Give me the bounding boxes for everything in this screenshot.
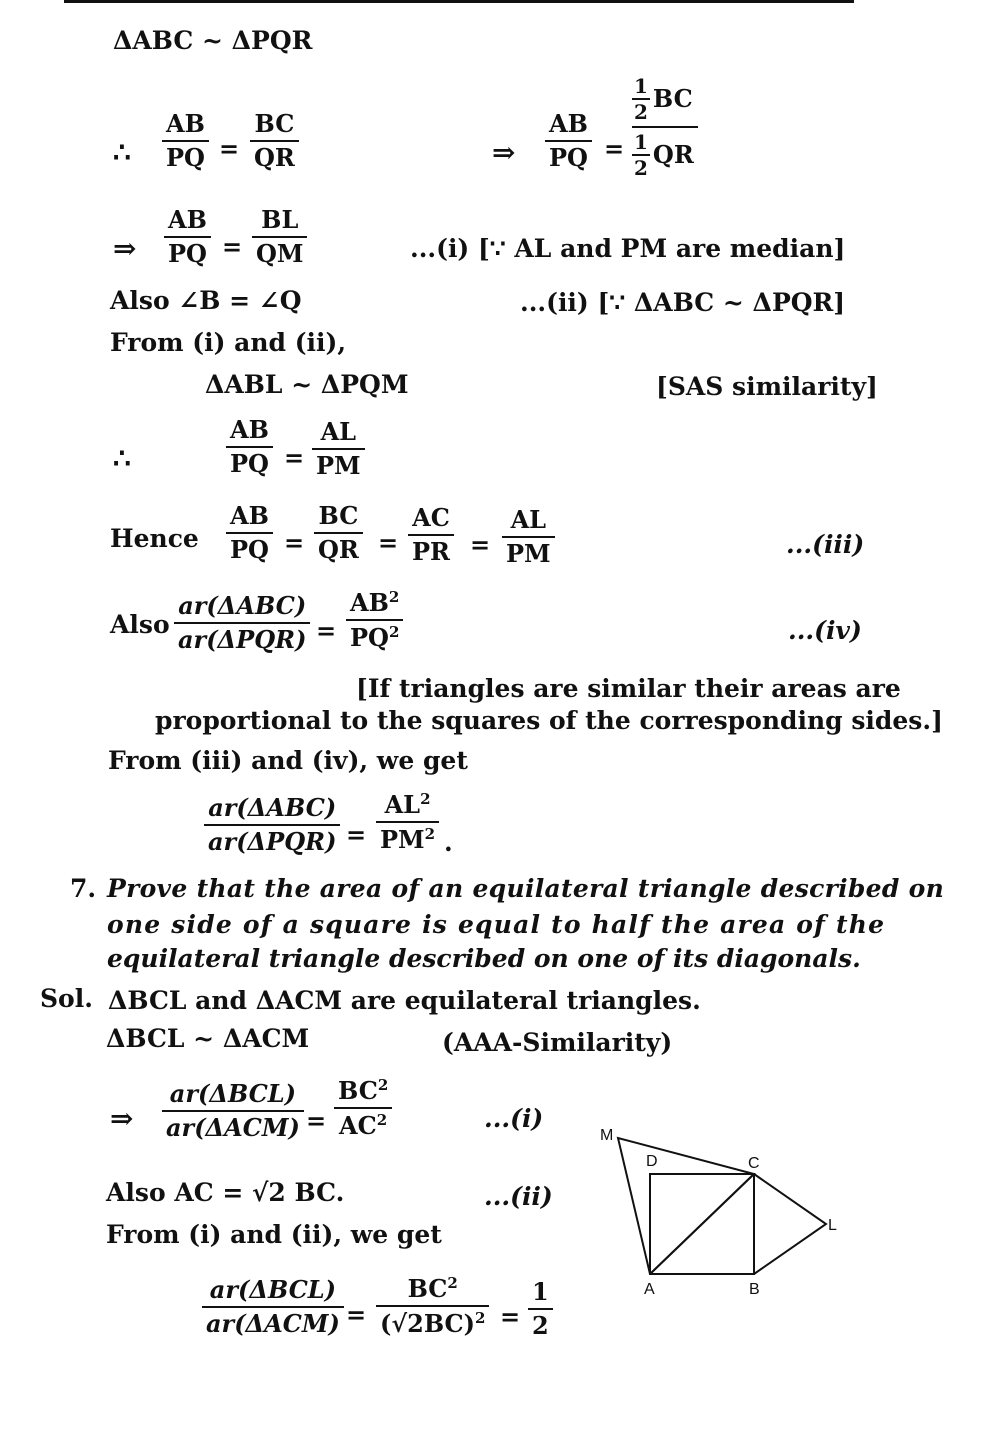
equals-sign: =: [219, 134, 240, 163]
equals-sign: =: [222, 232, 243, 261]
ref-iii: ...(iii): [786, 530, 865, 559]
label-l: L: [828, 1217, 837, 1234]
fraction-ac-pr: $\frac{AC}{PR}$: [408, 506, 454, 564]
diagonal-ac: [650, 1174, 754, 1274]
label-c: C: [748, 1155, 760, 1172]
fraction-ar-bcl-acm-result: ar(ΔBCL) ar(ΔACM): [202, 1278, 344, 1336]
ref-i-median: ...(i) [∵ AL and PM are median]: [410, 234, 846, 263]
sol-label: Sol.: [40, 984, 93, 1013]
compound-fraction-half-bc: 1 2 BC 1 2 QR: [632, 76, 698, 178]
fraction-bc2-ac2: $\frac{BC^2}{AC^2}$: [334, 1078, 392, 1138]
also-label: Also: [110, 610, 170, 639]
ref-ii-sol: ...(ii): [484, 1182, 553, 1211]
fraction-bc2-root2bc2: $\frac{BC^2}{(√2BC)^2}$: [376, 1276, 489, 1336]
equals-sign: =: [604, 134, 625, 163]
equals-sign: =: [306, 1106, 327, 1135]
similarity-bcl-acm: ΔBCL ~ ΔACM: [106, 1024, 310, 1053]
question-number: 7.: [70, 874, 97, 903]
equals-sign: =: [346, 1300, 367, 1329]
fraction-ab-pq: $\frac{AB}{PQ}$: [226, 504, 273, 562]
note-line-2: proportional to the squares of the corresponding sides.]: [155, 706, 943, 735]
top-rule: [64, 0, 854, 3]
fraction-ar-bcl-acm: ar(ΔBCL) ar(ΔACM): [162, 1082, 304, 1140]
ac-equals-root2-bc: Also AC = √2 BC.: [106, 1178, 345, 1207]
equals-sign: =: [470, 530, 491, 559]
label-m: M: [600, 1127, 614, 1144]
fraction-ab-pq: $\frac{AB}{PQ}$: [162, 112, 209, 170]
equals-sign: =: [500, 1302, 521, 1331]
sas-similarity-note: [SAS similarity]: [656, 372, 878, 401]
fraction-ar-abc-pqr-result: ar(ΔABC) ar(ΔPQR): [204, 796, 340, 854]
fraction-bl-qm: $\frac{BL}{QM}$: [252, 208, 307, 266]
similarity-abc-pqr: ΔABC ~ ΔPQR: [113, 26, 313, 55]
equals-sign: =: [378, 528, 399, 557]
equals-sign: =: [284, 528, 305, 557]
label-a: A: [644, 1281, 655, 1298]
equals-sign: =: [346, 820, 367, 849]
from-iii-and-iv: From (iii) and (iv), we get: [108, 746, 468, 775]
equals-sign: =: [316, 616, 337, 645]
triangle-bcl: [754, 1174, 826, 1274]
triangle-acm: [618, 1138, 754, 1274]
sol-line-1: ΔBCL and ΔACM are equilateral triangles.: [108, 986, 701, 1015]
period: .: [444, 828, 453, 857]
fraction-al-pm: $\frac{AL}{PM}$: [312, 420, 365, 478]
hence-label: Hence: [110, 524, 199, 553]
question-line-1: Prove that the area of an equilateral triangle described on: [107, 874, 945, 903]
ref-i-sol: ...(i): [484, 1104, 544, 1133]
fraction-al2-pm2: $\frac{AL^2}{PM^2}$: [376, 792, 439, 852]
fraction-ab2-pq2: $\frac{AB^2}{PQ^2}$: [346, 590, 403, 650]
fraction-ab-pq-2: $\frac{AB}{PQ}$: [545, 112, 592, 170]
question-line-3: equilateral triangle described on one of its diagonals.: [107, 944, 861, 973]
implies-symbol: ⇒: [110, 1102, 134, 1135]
fraction-al-pm: $\frac{AL}{PM}$: [502, 508, 555, 566]
ref-ii-similarity: ...(ii) [∵ ΔABC ~ ΔPQR]: [520, 288, 846, 317]
equals-sign: =: [284, 443, 305, 472]
fraction-ar-abc-pqr: ar(ΔABC) ar(ΔPQR): [174, 594, 310, 652]
label-b: B: [749, 1281, 760, 1298]
angle-b-equals-angle-q: Also ∠B = ∠Q: [110, 286, 302, 315]
fraction-bc-qr: $\frac{BC}{QR}$: [250, 112, 299, 170]
aaa-similarity-note: (AAA-Similarity): [442, 1028, 673, 1057]
from-i-and-ii: From (i) and (ii),: [110, 328, 347, 357]
label-d: D: [646, 1153, 658, 1170]
therefore-symbol: ∴: [113, 442, 131, 475]
fraction-ab-pq: $\frac{AB}{PQ}$: [164, 208, 211, 266]
question-line-2: one side of a square is equal to half the area of the: [107, 910, 886, 939]
note-line-1: [If triangles are similar their areas are: [356, 674, 901, 703]
therefore-symbol: ∴: [113, 136, 131, 169]
fraction-ab-pq: $\frac{AB}{PQ}$: [226, 418, 273, 476]
fraction-bc-qr: $\frac{BC}{QR}$: [314, 504, 363, 562]
implies-symbol: ⇒: [492, 136, 516, 169]
ref-iv: ...(iv): [788, 616, 862, 645]
fraction-one-half: $\frac{1}{2}$: [528, 1280, 553, 1338]
implies-symbol: ⇒: [113, 232, 137, 265]
square-equilateral-triangles-diagram: [598, 1122, 848, 1312]
from-i-and-ii-sol: From (i) and (ii), we get: [106, 1220, 442, 1249]
similarity-abl-pqm: ΔABL ~ ΔPQM: [205, 370, 409, 399]
